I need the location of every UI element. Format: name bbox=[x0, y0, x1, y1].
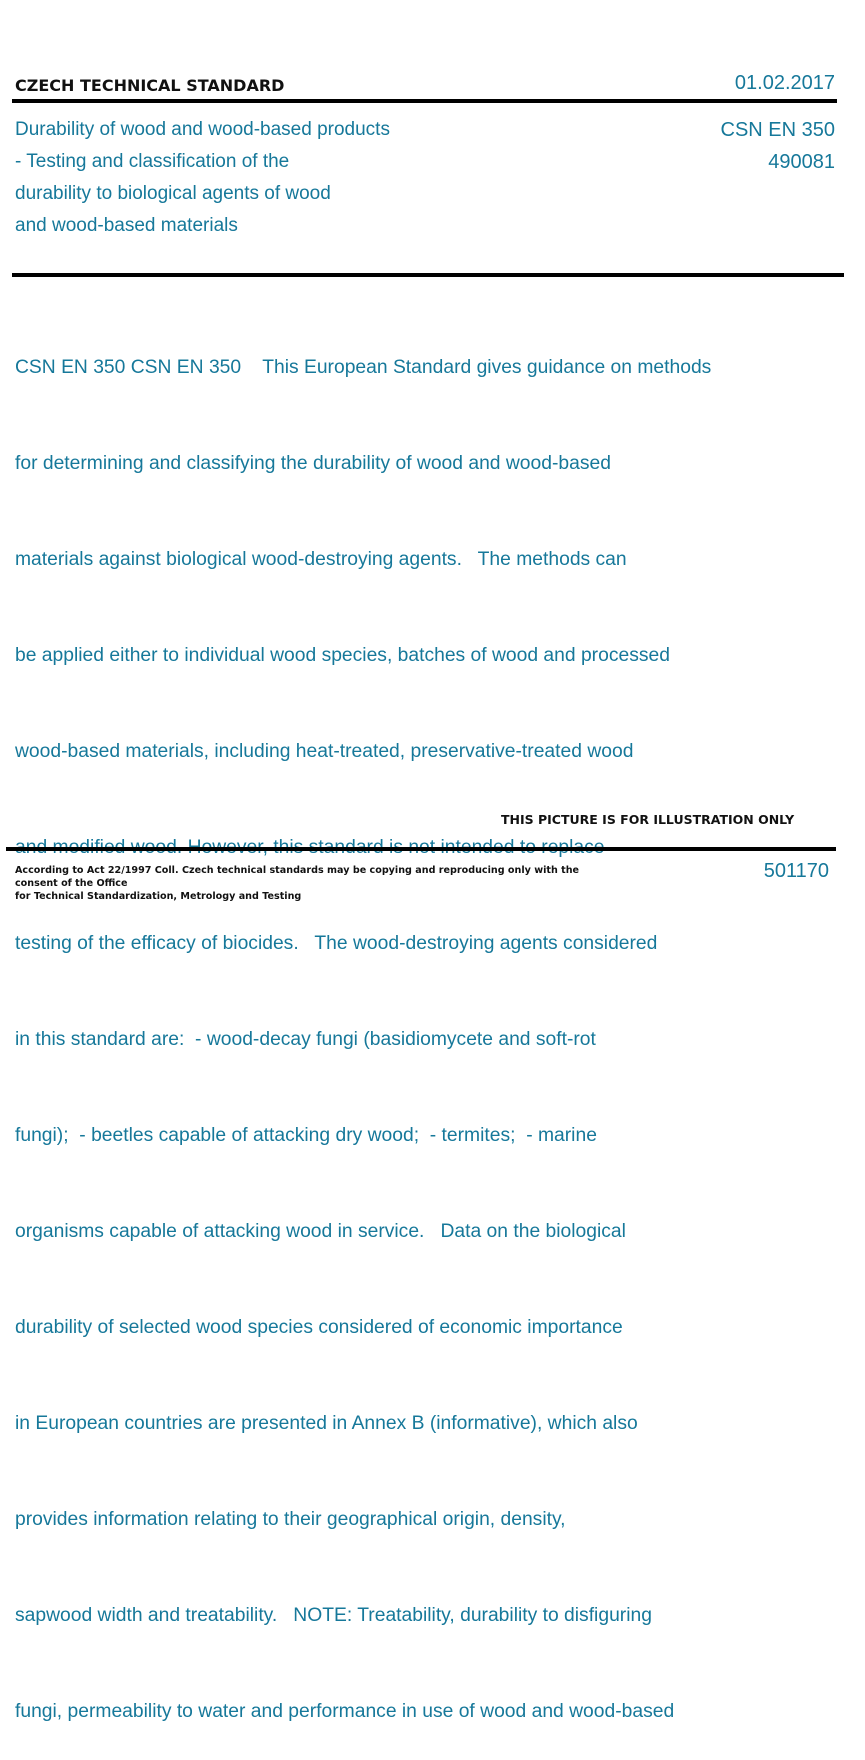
section-divider bbox=[12, 273, 844, 277]
abstract-line: wood-based materials, including heat-treated, preservative-treated wood bbox=[15, 741, 634, 762]
legal-line: According to Act 22/1997 Coll. Czech technical standards may be copying and reproducing only with the consent of the Office bbox=[15, 865, 580, 889]
abstract-line: CSN EN 350 CSN EN 350 This European Standard gives guidance on methods bbox=[15, 357, 712, 378]
title-line: - Testing and classification of the bbox=[15, 151, 290, 172]
legal-notice bbox=[15, 864, 615, 903]
abstract-line: for determining and classifying the durability of wood and wood-based bbox=[15, 453, 611, 474]
legal-line: for Technical Standardization, Metrology and Testing bbox=[15, 891, 302, 902]
abstract-line: in this standard are: - wood-decay fungi (basidiomycete and soft-rot bbox=[15, 1029, 596, 1050]
title-line: Durability of wood and wood-based products bbox=[15, 119, 390, 140]
abstract-line: fungi); - beetles capable of attacking dry wood; - termites; - marine bbox=[15, 1125, 597, 1146]
illustration-disclaimer: THIS PICTURE IS FOR ILLUSTRATION ONLY bbox=[501, 812, 795, 827]
abstract-line: durability of selected wood species considered of economic importance bbox=[15, 1317, 623, 1338]
abstract-line: provides information relating to their geographical origin, density, bbox=[15, 1509, 566, 1530]
abstract-line: fungi, permeability to water and performance in use of wood and wood-based bbox=[15, 1701, 675, 1722]
header-divider bbox=[12, 99, 837, 103]
footer-divider bbox=[6, 847, 836, 851]
abstract-line: sapwood width and treatability. NOTE: Treatability, durability to disfiguring bbox=[15, 1605, 652, 1626]
standard-abstract bbox=[15, 288, 711, 1760]
class-number: 490081 bbox=[768, 151, 835, 173]
abstract-line: materials against biological wood-destroying agents. The methods can bbox=[15, 549, 627, 570]
title-line: and wood-based materials bbox=[15, 215, 238, 236]
standard-type-heading: CZECH TECHNICAL STANDARD bbox=[15, 76, 285, 95]
publication-date: 01.02.2017 bbox=[734, 72, 835, 94]
abstract-line: organisms capable of attacking wood in service. Data on the biological bbox=[15, 1221, 626, 1242]
standard-title bbox=[15, 114, 455, 242]
abstract-line: be applied either to individual wood species, batches of wood and processed bbox=[15, 645, 670, 666]
title-line: durability to biological agents of wood bbox=[15, 183, 331, 204]
abstract-line: testing of the efficacy of biocides. The wood-destroying agents considered bbox=[15, 933, 658, 954]
standard-identifiers bbox=[721, 114, 836, 178]
abstract-line: in European countries are presented in Annex B (informative), which also bbox=[15, 1413, 638, 1434]
standard-code: CSN EN 350 bbox=[720, 119, 835, 141]
catalog-number: 501170 bbox=[763, 860, 829, 882]
